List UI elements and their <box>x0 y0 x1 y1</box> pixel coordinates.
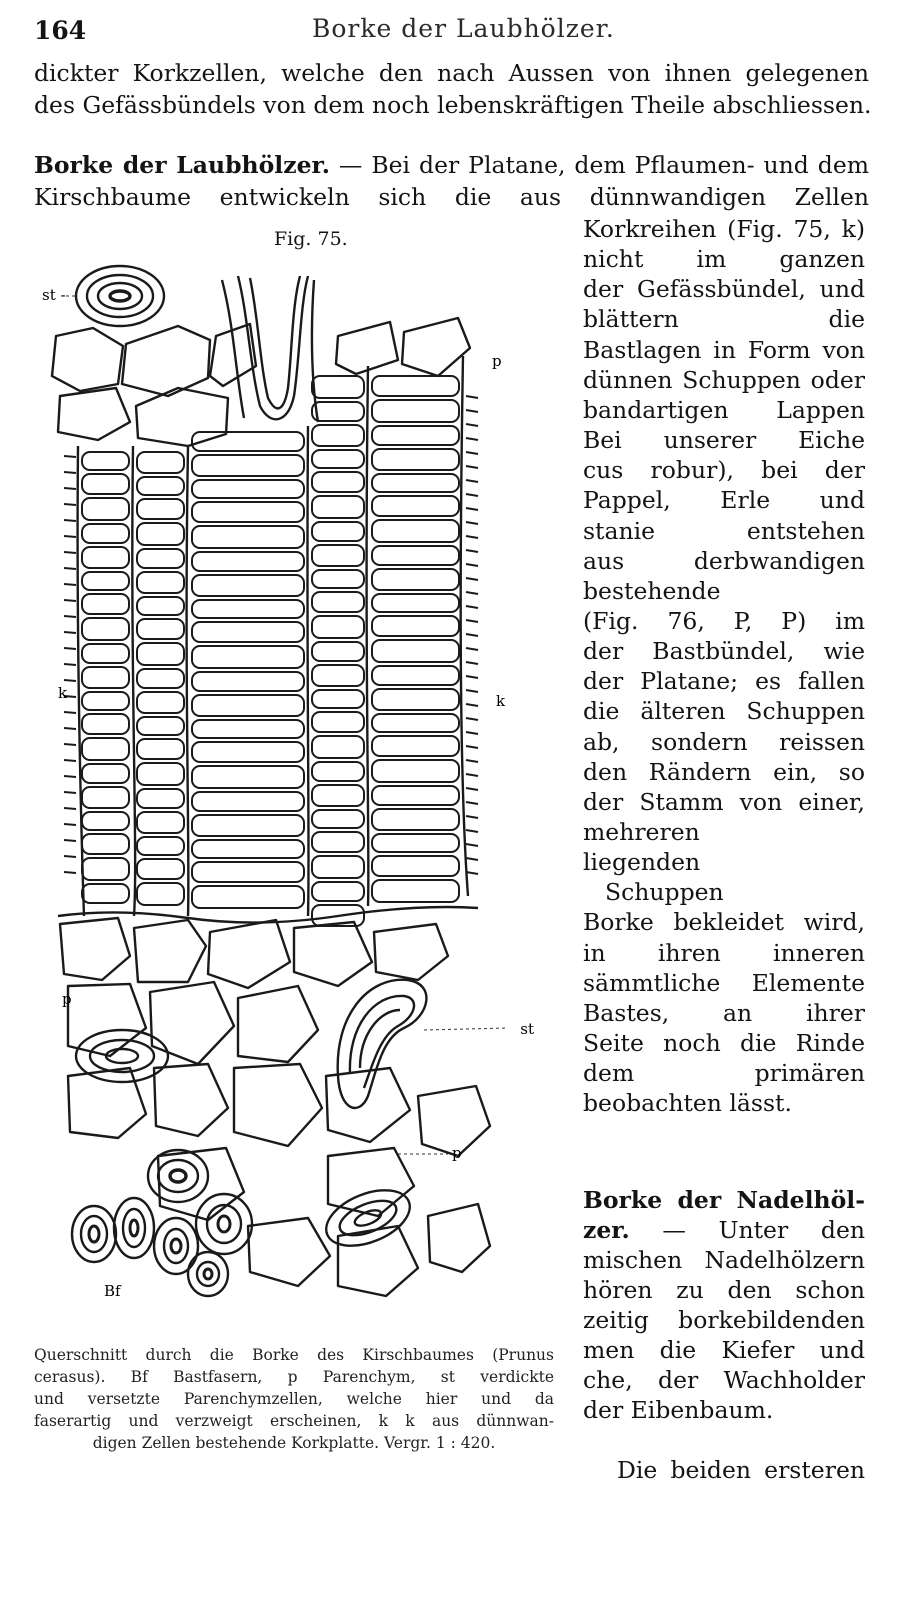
cork-edge-tick <box>64 520 76 521</box>
label-p-right-top: p <box>492 352 502 370</box>
cork-cell <box>192 840 304 858</box>
cork-edge-tick <box>64 584 76 585</box>
cork-cell <box>312 785 364 806</box>
cork-cell <box>372 449 459 470</box>
cork-edge-tick <box>466 466 478 468</box>
cork-cell <box>137 572 184 593</box>
column-line: Bastlagen in Form von <box>583 335 865 364</box>
cork-cell <box>137 523 184 545</box>
thickened-cell-lower-right <box>318 1179 418 1256</box>
cork-cell <box>372 426 459 445</box>
cork-edge-tick <box>64 472 76 473</box>
intro-line-1: dickter Korkzellen, welche den nach Aussen von ihnen gelegenen <box>34 59 869 87</box>
cork-edge-tick <box>466 620 478 622</box>
cork-edge-tick <box>466 536 478 538</box>
cork-cell <box>137 452 184 473</box>
cork-cell <box>192 622 304 642</box>
cork-cell <box>192 455 304 476</box>
column-line: beobachten lässt. <box>583 1089 792 1118</box>
cork-edge-tick <box>64 776 76 777</box>
cork-cell <box>192 575 304 596</box>
intro-line-2: des Gefässbündels von dem noch lebenskräftigen Theile abschliessen. <box>34 91 872 119</box>
cork-cell <box>137 837 184 855</box>
section2-text-6: der Eibenbaum. <box>583 1396 774 1424</box>
cork-edge-tick <box>466 816 478 818</box>
cork-cell <box>372 666 459 685</box>
label-k-left: k <box>58 684 68 702</box>
cork-cell <box>137 859 184 879</box>
cork-cell <box>192 862 304 882</box>
cork-edge-tick <box>64 856 76 857</box>
column-line: der Stamm von einer, <box>583 787 865 816</box>
section2-last-line: Die beiden ersteren <box>617 1456 865 1484</box>
column-line: Bastes, an ihrer <box>583 998 865 1027</box>
cork-cell <box>372 474 459 492</box>
cork-cell <box>137 669 184 688</box>
section2-text-3: zeitig borkebildenden <box>583 1306 865 1334</box>
cork-edge-tick <box>466 508 478 510</box>
cork-edge-tick <box>64 648 76 649</box>
cork-cell <box>372 594 459 612</box>
cork-edge-tick <box>64 632 76 633</box>
cork-cell <box>137 883 184 905</box>
caption-line: Querschnitt durch die Borke des Kirschbaumes (Prunus <box>34 1346 554 1364</box>
cork-cell <box>192 742 304 762</box>
cork-cell <box>312 690 364 708</box>
cork-cell <box>192 720 304 738</box>
cork-edge-tick <box>64 616 76 617</box>
column-line: dem primären <box>583 1059 865 1088</box>
column-line: den Rändern ein, so <box>583 757 865 786</box>
cork-edge-tick <box>466 872 478 874</box>
running-title: Borke der Laubhölzer. <box>312 14 615 43</box>
cork-cell <box>312 402 364 421</box>
cork-cell <box>82 764 129 783</box>
cork-cell <box>312 450 364 468</box>
caption-line: cerasus). Bf Bastfasern, p Parenchym, st verdickte <box>34 1368 554 1386</box>
cork-cell <box>312 592 364 612</box>
cork-edge-tick <box>64 504 76 505</box>
cork-cell <box>137 619 184 639</box>
cork-cell <box>372 880 459 902</box>
cork-edge-tick <box>466 830 478 832</box>
caption-line: faserartig und verzweigt erscheinen, k k aus dünnwan- <box>34 1412 554 1430</box>
cork-edge-tick <box>64 808 76 809</box>
cork-edge-tick <box>64 840 76 841</box>
cork-edge-tick <box>64 744 76 745</box>
cork-cell <box>312 665 364 686</box>
cork-edge-tick <box>466 634 478 636</box>
cork-edge-tick <box>64 664 76 665</box>
section1-line-2: Kirschbaume entwickeln sich die aus dünnwandigen Zellen <box>34 183 869 211</box>
cork-edge-tick <box>466 578 478 580</box>
cork-cell <box>137 499 184 519</box>
label-leader-lines <box>66 296 508 1154</box>
cork-edge-tick <box>466 592 478 594</box>
cork-cell <box>82 812 129 830</box>
cork-cell <box>372 856 459 876</box>
cork-cell <box>82 474 129 494</box>
column-line: ab, sondern reissen <box>583 727 865 756</box>
column-line: nicht im ganzen <box>583 245 865 274</box>
cork-cell <box>372 569 459 590</box>
cork-cell <box>137 597 184 615</box>
cork-cell <box>372 786 459 805</box>
section2-heading-line2: zer. <box>583 1216 630 1244</box>
label-st-top: st - <box>42 286 66 304</box>
cork-edge-tick <box>466 480 478 482</box>
section1-first-line <box>34 150 869 180</box>
cork-edge-tick <box>64 680 76 681</box>
column-line: in ihren inneren <box>583 938 865 967</box>
cork-edge-tick <box>466 676 478 678</box>
cork-cell <box>312 425 364 446</box>
cork-cell <box>192 886 304 908</box>
cork-cell <box>372 736 459 756</box>
cork-edge-tick <box>466 648 478 650</box>
cork-edge-tick <box>64 760 76 761</box>
cork-cell <box>372 616 459 636</box>
section2-heading-line1: Borke der Nadelhöl- <box>583 1186 865 1214</box>
cork-edge-tick <box>466 802 478 804</box>
section2-text-5: che, der Wachholder <box>583 1366 865 1394</box>
cork-edge-tick <box>64 568 76 569</box>
cork-cell <box>137 692 184 713</box>
cork-cell <box>372 760 459 782</box>
cork-edge-tick <box>466 424 478 426</box>
cork-edge-tick <box>64 488 76 489</box>
column-line: Borke bekleidet wird, <box>583 908 865 937</box>
section2-text-0: — Unter den <box>662 1216 865 1244</box>
cork-cell <box>82 884 129 903</box>
cork-edge-tick <box>466 788 478 790</box>
section1-line-1: — Bei der Platane, dem Pflaumen- und dem <box>329 151 869 179</box>
cork-cell <box>372 834 459 852</box>
column-line: Schuppen <box>605 878 724 907</box>
cork-cell <box>192 502 304 522</box>
column-line: stanie entstehen <box>583 516 865 545</box>
cork-edge-tick <box>64 712 76 713</box>
label-p-right-bottom: p <box>452 1144 462 1162</box>
section2-text-1: mischen Nadelhölzern <box>583 1246 865 1274</box>
cork-edge-tick <box>64 872 76 873</box>
cork-cell <box>82 834 129 854</box>
cork-edge-tick <box>466 410 478 412</box>
cork-cell <box>137 643 184 665</box>
column-line: mehreren <box>583 818 700 846</box>
cork-edge-tick <box>466 746 478 748</box>
cork-cell <box>192 552 304 571</box>
cork-cell <box>82 667 129 688</box>
cork-cell <box>372 714 459 732</box>
cork-cell <box>82 594 129 614</box>
cork-cell <box>312 545 364 566</box>
column-line: die älteren Schuppen <box>583 697 865 726</box>
cork-cell <box>82 692 129 710</box>
cork-cell <box>372 640 459 662</box>
cork-edge-tick <box>466 494 478 496</box>
cork-cell <box>312 712 364 732</box>
column-line: Seite noch die Rinde <box>583 1029 865 1058</box>
cork-cell <box>82 572 129 590</box>
cork-cell <box>192 480 304 498</box>
page-number: 164 <box>34 16 87 45</box>
cork-cell <box>312 856 364 878</box>
cork-cell <box>192 646 304 668</box>
cork-cell <box>192 432 304 451</box>
cork-cell <box>82 524 129 543</box>
thickened-cell-top <box>76 266 164 326</box>
cork-cell <box>192 600 304 618</box>
cork-edge-tick <box>466 718 478 720</box>
cork-edge-tick <box>466 438 478 440</box>
column-line: Pappel, Erle und <box>583 486 865 515</box>
bast-fibres <box>72 1150 252 1296</box>
cork-cell <box>137 717 184 735</box>
cork-cell <box>312 616 364 638</box>
cork-cell <box>192 672 304 691</box>
cork-cell <box>312 642 364 661</box>
column-line: Korkreihen (Fig. 75, k) <box>583 215 865 243</box>
cork-cell <box>312 522 364 541</box>
cork-edge-tick <box>466 690 478 692</box>
cork-cell <box>137 477 184 495</box>
cork-cell <box>192 815 304 836</box>
cork-edge-tick <box>466 452 478 454</box>
column-line: (Fig. 76, P, P) im <box>583 606 865 635</box>
cork-edge-tick <box>466 844 478 846</box>
cork-edge-tick <box>466 732 478 734</box>
cork-cell <box>137 739 184 759</box>
cork-cell <box>137 549 184 568</box>
cork-cell <box>192 526 304 548</box>
cork-edge-tick <box>466 564 478 566</box>
cork-edge-tick <box>466 858 478 860</box>
cork-cell <box>82 714 129 734</box>
cork-edge-tick <box>466 704 478 706</box>
figure-75-illustration <box>38 256 538 1336</box>
cork-cell <box>192 792 304 811</box>
section2-text-4: men die Kiefer und <box>583 1336 865 1364</box>
cork-cell <box>192 766 304 788</box>
cork-cell <box>82 498 129 520</box>
cork-cell <box>82 618 129 640</box>
cork-cell <box>312 810 364 828</box>
cork-cell <box>137 789 184 808</box>
column-line: bandartigen Lappen <box>583 395 865 424</box>
label-st-right: st <box>520 1020 534 1038</box>
label-k-right: k <box>496 692 506 710</box>
label-p-left: p <box>62 990 72 1008</box>
cork-cell <box>312 882 364 901</box>
cork-edge-tick <box>64 792 76 793</box>
cork-edge-tick <box>64 728 76 729</box>
cork-edge-tick <box>466 396 478 398</box>
cork-cell <box>372 520 459 542</box>
cork-cell <box>312 472 364 492</box>
cork-edge-tick <box>466 662 478 664</box>
column-line: bestehende <box>583 576 721 605</box>
cork-cell <box>82 644 129 663</box>
cork-cell <box>82 547 129 568</box>
caption-line: digen Zellen bestehende Korkplatte. Vergr. 1 : 420. <box>92 1434 496 1452</box>
cork-edge-tick <box>64 456 76 457</box>
section2-line-1 <box>583 1215 865 1245</box>
cork-edge-tick <box>466 550 478 552</box>
cork-cell <box>372 496 459 516</box>
cork-cell <box>312 496 364 518</box>
section1-heading: Borke der Laubhölzer. <box>34 151 330 179</box>
cork-edge-tick <box>64 536 76 537</box>
cork-cell <box>82 858 129 880</box>
cork-cell <box>137 763 184 785</box>
cork-edge-tick <box>64 600 76 601</box>
column-line: der Gefässbündel, und <box>583 275 865 304</box>
cork-cell <box>312 762 364 781</box>
cork-edge-tick <box>466 760 478 762</box>
cork-cell <box>372 689 459 710</box>
column-line: sämmtliche Elemente <box>583 968 865 997</box>
cork-cell <box>312 832 364 852</box>
cork-cell <box>312 570 364 588</box>
column-line: Bei unserer Eiche <box>583 426 865 455</box>
cork-cell <box>372 376 459 396</box>
column-line: cus robur), bei der <box>583 456 865 485</box>
column-line: liegenden <box>583 848 701 877</box>
cork-edge-tick <box>64 824 76 825</box>
cork-edge-tick <box>64 552 76 553</box>
cork-cell <box>372 809 459 830</box>
cork-edge-tick <box>466 522 478 524</box>
label-bf: Bf <box>104 1282 121 1300</box>
thickened-cell-right <box>338 980 427 1108</box>
caption-line: und versetzte Parenchymzellen, welche hier und da <box>34 1390 554 1408</box>
cork-edge-tick <box>466 774 478 776</box>
cork-cell-rows <box>64 376 478 926</box>
cork-edge-tick <box>466 606 478 608</box>
cork-cell <box>312 736 364 758</box>
thickened-cell-left <box>76 1030 168 1082</box>
cork-cell <box>82 452 129 470</box>
cork-cell <box>372 546 459 565</box>
cork-cell <box>312 376 364 398</box>
cork-cell <box>372 400 459 422</box>
column-line: der Bastbündel, wie <box>583 637 865 666</box>
column-line: aus derbwandigen <box>583 546 865 575</box>
column-line: der Platane; es fallen <box>583 667 865 696</box>
cork-cell <box>137 812 184 833</box>
cork-cell <box>82 738 129 760</box>
column-line: blättern die <box>583 305 865 334</box>
cork-cell <box>82 787 129 808</box>
figure-title: Fig. 75. <box>274 228 348 250</box>
column-line: dünnen Schuppen oder <box>583 365 865 394</box>
section2-text-2: hören zu den schon <box>583 1276 865 1304</box>
cork-cell <box>192 695 304 716</box>
